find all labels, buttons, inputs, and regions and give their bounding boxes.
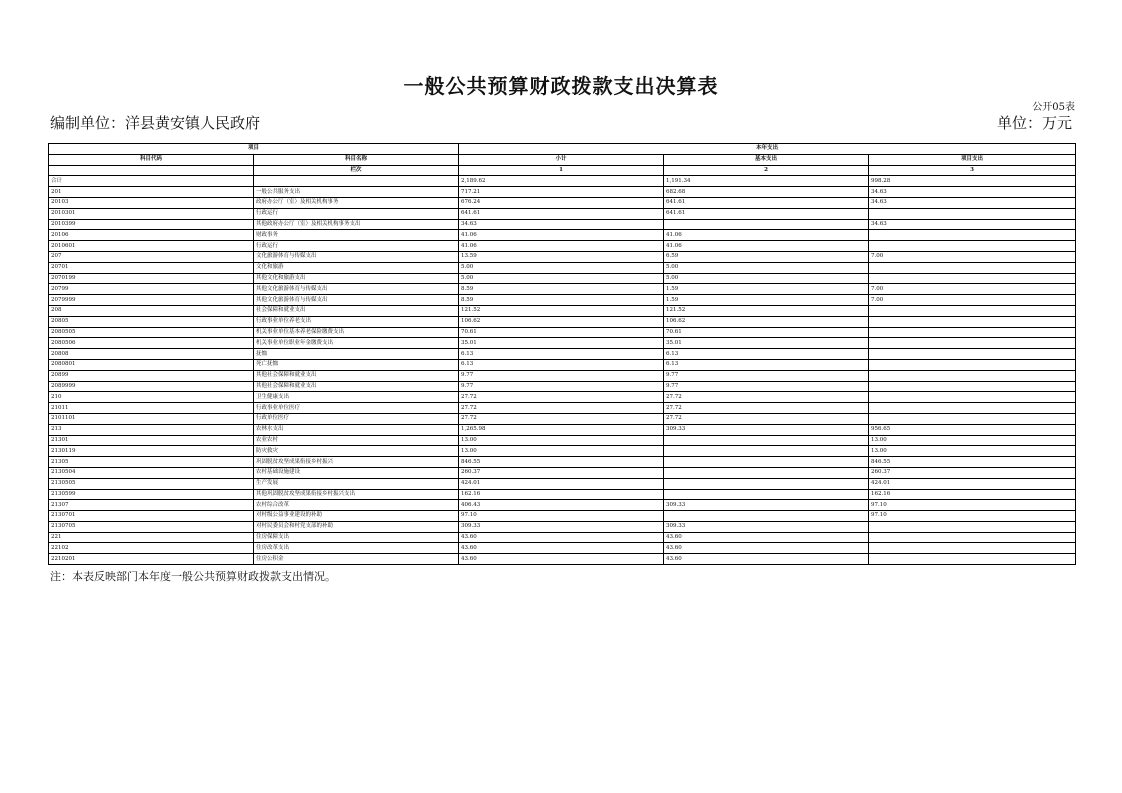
- table-row: [49, 413, 1076, 424]
- cell-project: [869, 392, 1076, 403]
- cell-code: 2130119: [49, 446, 254, 457]
- header-basic: 基本支出: [664, 154, 869, 165]
- table-row: [49, 316, 1076, 327]
- table-row: [49, 370, 1076, 381]
- form-number: 公开05表: [1032, 102, 1075, 113]
- cell-subtotal: 309.33: [459, 521, 664, 532]
- cell-code: 210: [49, 392, 254, 403]
- cell-subtotal: 27.72: [459, 392, 664, 403]
- cell-project: [869, 403, 1076, 414]
- cell-basic: 309.33: [664, 424, 869, 435]
- cell-name: 农业农村: [254, 435, 459, 446]
- cell-basic: 1.59: [664, 284, 869, 295]
- table-row: [49, 435, 1076, 446]
- cell-subtotal: 13.00: [459, 446, 664, 457]
- cell-project: [869, 327, 1076, 338]
- cell-basic: [664, 219, 869, 230]
- cell-name: 政府办公厅（室）及相关机构事务: [254, 197, 459, 208]
- expenditure-table: [48, 143, 1076, 565]
- table-row: [49, 511, 1076, 522]
- cell-project: 956.65: [869, 424, 1076, 435]
- table-row: [49, 338, 1076, 349]
- cell-subtotal: 43.60: [459, 554, 664, 565]
- cell-name: 其他政府办公厅（室）及相关机构事务支出: [254, 219, 459, 230]
- page-title: 一般公共预算财政拨款支出决算表: [403, 74, 719, 98]
- cell-subtotal: 35.01: [459, 338, 664, 349]
- cell-name: 财政事务: [254, 230, 459, 241]
- table-row: [49, 489, 1076, 500]
- table-note: 注：本表反映部门本年度一般公共预算财政拨款支出情况。: [50, 570, 336, 583]
- header-project: 项目: [49, 144, 459, 155]
- header-code: 科目代码: [49, 154, 254, 165]
- cell-project: [869, 349, 1076, 360]
- cell-project: [869, 273, 1076, 284]
- cell-code: 22102: [49, 543, 254, 554]
- table-row: [49, 349, 1076, 360]
- cell-subtotal: 27.72: [459, 403, 664, 414]
- cell-code: 20805: [49, 316, 254, 327]
- cell-name: 文化旅游体育与传媒支出: [254, 251, 459, 262]
- cell-subtotal: 406.43: [459, 500, 664, 511]
- cell-basic: 41.06: [664, 241, 869, 252]
- cell-basic: 43.60: [664, 543, 869, 554]
- cell-project: [869, 230, 1076, 241]
- table-row: [49, 208, 1076, 219]
- cell-project: [869, 316, 1076, 327]
- currency-unit: 单位：万元: [996, 114, 1072, 132]
- cell-code: 2130599: [49, 489, 254, 500]
- cell-name: 行政运行: [254, 241, 459, 252]
- header-col-3: 3: [869, 165, 1076, 176]
- cell-name: 其他文化旅游体育与传媒支出: [254, 284, 459, 295]
- cell-code: 2010399: [49, 219, 254, 230]
- cell-subtotal: 846.55: [459, 457, 664, 468]
- cell-basic: 106.62: [664, 316, 869, 327]
- cell-basic: 6.13: [664, 359, 869, 370]
- header-current-year: 本年支出: [459, 144, 1076, 155]
- cell-name: 对村级公益事业建设的补助: [254, 511, 459, 522]
- cell-name: 农村综合改革: [254, 500, 459, 511]
- cell-basic: 27.72: [664, 403, 869, 414]
- cell-subtotal: 5.00: [459, 262, 664, 273]
- table-row: [49, 262, 1076, 273]
- cell-name: 死亡抚恤: [254, 359, 459, 370]
- cell-project: [869, 208, 1076, 219]
- cell-code: 2010601: [49, 241, 254, 252]
- cell-code: 208: [49, 305, 254, 316]
- cell-project: [869, 381, 1076, 392]
- table-row: [49, 241, 1076, 252]
- cell-code: 2130504: [49, 467, 254, 478]
- cell-code: 2010301: [49, 208, 254, 219]
- cell-code: 20103: [49, 197, 254, 208]
- table-row: [49, 446, 1076, 457]
- table-row: [49, 381, 1076, 392]
- cell-name: 住房公积金: [254, 554, 459, 565]
- cell-subtotal: 9.77: [459, 381, 664, 392]
- cell-name: 一般公共服务支出: [254, 187, 459, 198]
- cell-name: 其他巩固脱贫攻坚成果衔接乡村振兴支出: [254, 489, 459, 500]
- table-row: [49, 457, 1076, 468]
- table-row: [49, 230, 1076, 241]
- cell-project: [869, 241, 1076, 252]
- cell-basic: [664, 489, 869, 500]
- cell-code: 2070199: [49, 273, 254, 284]
- cell-basic: [664, 478, 869, 489]
- header-row-3: [49, 165, 1076, 176]
- cell-name: 机关事业单位职业年金缴费支出: [254, 338, 459, 349]
- cell-basic: 641.61: [664, 208, 869, 219]
- table-row: [49, 197, 1076, 208]
- cell-code: 2130505: [49, 478, 254, 489]
- cell-project: [869, 413, 1076, 424]
- cell-subtotal: 6.13: [459, 349, 664, 360]
- cell-code: 20106: [49, 230, 254, 241]
- cell-subtotal: 6.13: [459, 359, 664, 370]
- cell-name: 行政运行: [254, 208, 459, 219]
- cell-basic: 1.59: [664, 295, 869, 306]
- cell-project: 846.55: [869, 457, 1076, 468]
- cell-project: [869, 262, 1076, 273]
- cell-project: 13.00: [869, 446, 1076, 457]
- table-row: [49, 543, 1076, 554]
- cell-subtotal: 97.10: [459, 511, 664, 522]
- table-row: [49, 554, 1076, 565]
- cell-basic: 6.13: [664, 349, 869, 360]
- cell-project: 34.63: [869, 187, 1076, 198]
- table-row: [49, 424, 1076, 435]
- cell-code: 201: [49, 187, 254, 198]
- header-subtotal: 小计: [459, 154, 664, 165]
- cell-subtotal: 162.16: [459, 489, 664, 500]
- cell-code: 2130705: [49, 521, 254, 532]
- cell-project: 97.10: [869, 511, 1076, 522]
- cell-project: [869, 521, 1076, 532]
- header-project-expenditure: 项目支出: [869, 154, 1076, 165]
- cell-basic: 43.60: [664, 554, 869, 565]
- table-row: [49, 467, 1076, 478]
- cell-basic: 5.00: [664, 262, 869, 273]
- header-col-2: 2: [664, 165, 869, 176]
- cell-code: 2080506: [49, 338, 254, 349]
- cell-subtotal: 8.59: [459, 295, 664, 306]
- header-col-1: 1: [459, 165, 664, 176]
- cell-name: [254, 176, 459, 187]
- cell-code: 20799: [49, 284, 254, 295]
- cell-subtotal: 260.37: [459, 467, 664, 478]
- cell-subtotal: 13.59: [459, 251, 664, 262]
- cell-basic: 5.00: [664, 273, 869, 284]
- cell-name: 巩固脱贫攻坚成果衔接乡村振兴: [254, 457, 459, 468]
- header-col-label: 栏次: [254, 165, 459, 176]
- cell-code: 21307: [49, 500, 254, 511]
- cell-project: [869, 338, 1076, 349]
- table-row: [49, 500, 1076, 511]
- cell-basic: [664, 511, 869, 522]
- table-row: [49, 521, 1076, 532]
- table-row: [49, 327, 1076, 338]
- table-row: [49, 273, 1076, 284]
- cell-name: 住房改革支出: [254, 543, 459, 554]
- cell-code: 20899: [49, 370, 254, 381]
- table-row: [49, 359, 1076, 370]
- cell-subtotal: 41.06: [459, 241, 664, 252]
- table-row: [49, 176, 1076, 187]
- cell-subtotal: 43.60: [459, 532, 664, 543]
- table-row: [49, 295, 1076, 306]
- table-row: [49, 392, 1076, 403]
- cell-name: 农林水支出: [254, 424, 459, 435]
- table-row: [49, 284, 1076, 295]
- cell-code: 2210201: [49, 554, 254, 565]
- cell-basic: 1,191.34: [664, 176, 869, 187]
- cell-name: 农村基础设施建设: [254, 467, 459, 478]
- cell-subtotal: 9.77: [459, 370, 664, 381]
- cell-code: 合计: [49, 176, 254, 187]
- cell-basic: 27.72: [664, 413, 869, 424]
- cell-basic: 70.61: [664, 327, 869, 338]
- cell-name: 其他文化旅游体育与传媒支出: [254, 295, 459, 306]
- cell-subtotal: 13.00: [459, 435, 664, 446]
- cell-code: 221: [49, 532, 254, 543]
- cell-code: 2079999: [49, 295, 254, 306]
- cell-name: 行政单位医疗: [254, 413, 459, 424]
- cell-subtotal: 1,265.98: [459, 424, 664, 435]
- cell-name: 其他社会保障和就业支出: [254, 370, 459, 381]
- cell-project: 260.37: [869, 467, 1076, 478]
- cell-basic: 27.72: [664, 392, 869, 403]
- cell-name: 生产发展: [254, 478, 459, 489]
- cell-basic: 121.52: [664, 305, 869, 316]
- cell-project: 13.00: [869, 435, 1076, 446]
- cell-project: 7.00: [869, 295, 1076, 306]
- cell-name: 行政事业单位医疗: [254, 403, 459, 414]
- cell-basic: [664, 457, 869, 468]
- cell-basic: 6.59: [664, 251, 869, 262]
- cell-basic: 43.60: [664, 532, 869, 543]
- cell-project: [869, 554, 1076, 565]
- cell-basic: 41.06: [664, 230, 869, 241]
- header-row-1: [49, 144, 1076, 155]
- cell-basic: [664, 435, 869, 446]
- cell-project: 34.63: [869, 197, 1076, 208]
- cell-subtotal: 70.61: [459, 327, 664, 338]
- cell-code: 2080801: [49, 359, 254, 370]
- cell-project: [869, 370, 1076, 381]
- cell-basic: [664, 446, 869, 457]
- cell-subtotal: 121.52: [459, 305, 664, 316]
- compiling-unit: 编制单位：洋县黄安镇人民政府: [50, 114, 261, 132]
- cell-code: 20701: [49, 262, 254, 273]
- cell-basic: 641.61: [664, 197, 869, 208]
- cell-subtotal: 8.59: [459, 284, 664, 295]
- header-blank: [49, 165, 254, 176]
- cell-subtotal: 34.63: [459, 219, 664, 230]
- cell-basic: 309.33: [664, 521, 869, 532]
- cell-code: 2089999: [49, 381, 254, 392]
- cell-subtotal: 27.72: [459, 413, 664, 424]
- cell-project: 162.16: [869, 489, 1076, 500]
- cell-name: 社会保障和就业支出: [254, 305, 459, 316]
- cell-subtotal: 641.61: [459, 208, 664, 219]
- cell-subtotal: 43.60: [459, 543, 664, 554]
- cell-name: 防灾救灾: [254, 446, 459, 457]
- cell-project: 7.00: [869, 284, 1076, 295]
- header-row-2: [49, 154, 1076, 165]
- table-row: [49, 251, 1076, 262]
- cell-basic: 9.77: [664, 370, 869, 381]
- cell-project: [869, 532, 1076, 543]
- cell-code: 21011: [49, 403, 254, 414]
- cell-subtotal: 676.24: [459, 197, 664, 208]
- cell-subtotal: 717.21: [459, 187, 664, 198]
- table-row: [49, 403, 1076, 414]
- cell-code: 2130701: [49, 511, 254, 522]
- table-row: [49, 532, 1076, 543]
- cell-name: 行政事业单位养老支出: [254, 316, 459, 327]
- cell-basic: 682.68: [664, 187, 869, 198]
- header-name: 科目名称: [254, 154, 459, 165]
- cell-name: 住房保障支出: [254, 532, 459, 543]
- cell-project: 998.28: [869, 176, 1076, 187]
- cell-project: 34.63: [869, 219, 1076, 230]
- cell-name: 抚恤: [254, 349, 459, 360]
- cell-name: 机关事业单位基本养老保险缴费支出: [254, 327, 459, 338]
- cell-project: [869, 359, 1076, 370]
- cell-name: 对村民委员会和村党支部的补助: [254, 521, 459, 532]
- cell-name: 卫生健康支出: [254, 392, 459, 403]
- cell-project: 97.10: [869, 500, 1076, 511]
- table-row: [49, 219, 1076, 230]
- cell-code: 20808: [49, 349, 254, 360]
- cell-project: [869, 305, 1076, 316]
- cell-code: 207: [49, 251, 254, 262]
- cell-subtotal: 106.62: [459, 316, 664, 327]
- cell-project: 7.00: [869, 251, 1076, 262]
- cell-basic: 35.01: [664, 338, 869, 349]
- cell-project: 424.01: [869, 478, 1076, 489]
- cell-project: [869, 543, 1076, 554]
- cell-basic: [664, 467, 869, 478]
- table-row: [49, 187, 1076, 198]
- cell-code: 2080505: [49, 327, 254, 338]
- cell-name: 文化和旅游: [254, 262, 459, 273]
- cell-basic: 309.33: [664, 500, 869, 511]
- cell-subtotal: 5.00: [459, 273, 664, 284]
- cell-name: 其他社会保障和就业支出: [254, 381, 459, 392]
- cell-code: 21301: [49, 435, 254, 446]
- cell-subtotal: 424.01: [459, 478, 664, 489]
- cell-name: 其他文化和旅游支出: [254, 273, 459, 284]
- cell-code: 213: [49, 424, 254, 435]
- cell-subtotal: 41.06: [459, 230, 664, 241]
- cell-code: 21305: [49, 457, 254, 468]
- table-row: [49, 478, 1076, 489]
- table-row: [49, 305, 1076, 316]
- cell-subtotal: 2,189.62: [459, 176, 664, 187]
- cell-basic: 9.77: [664, 381, 869, 392]
- cell-code: 2101101: [49, 413, 254, 424]
